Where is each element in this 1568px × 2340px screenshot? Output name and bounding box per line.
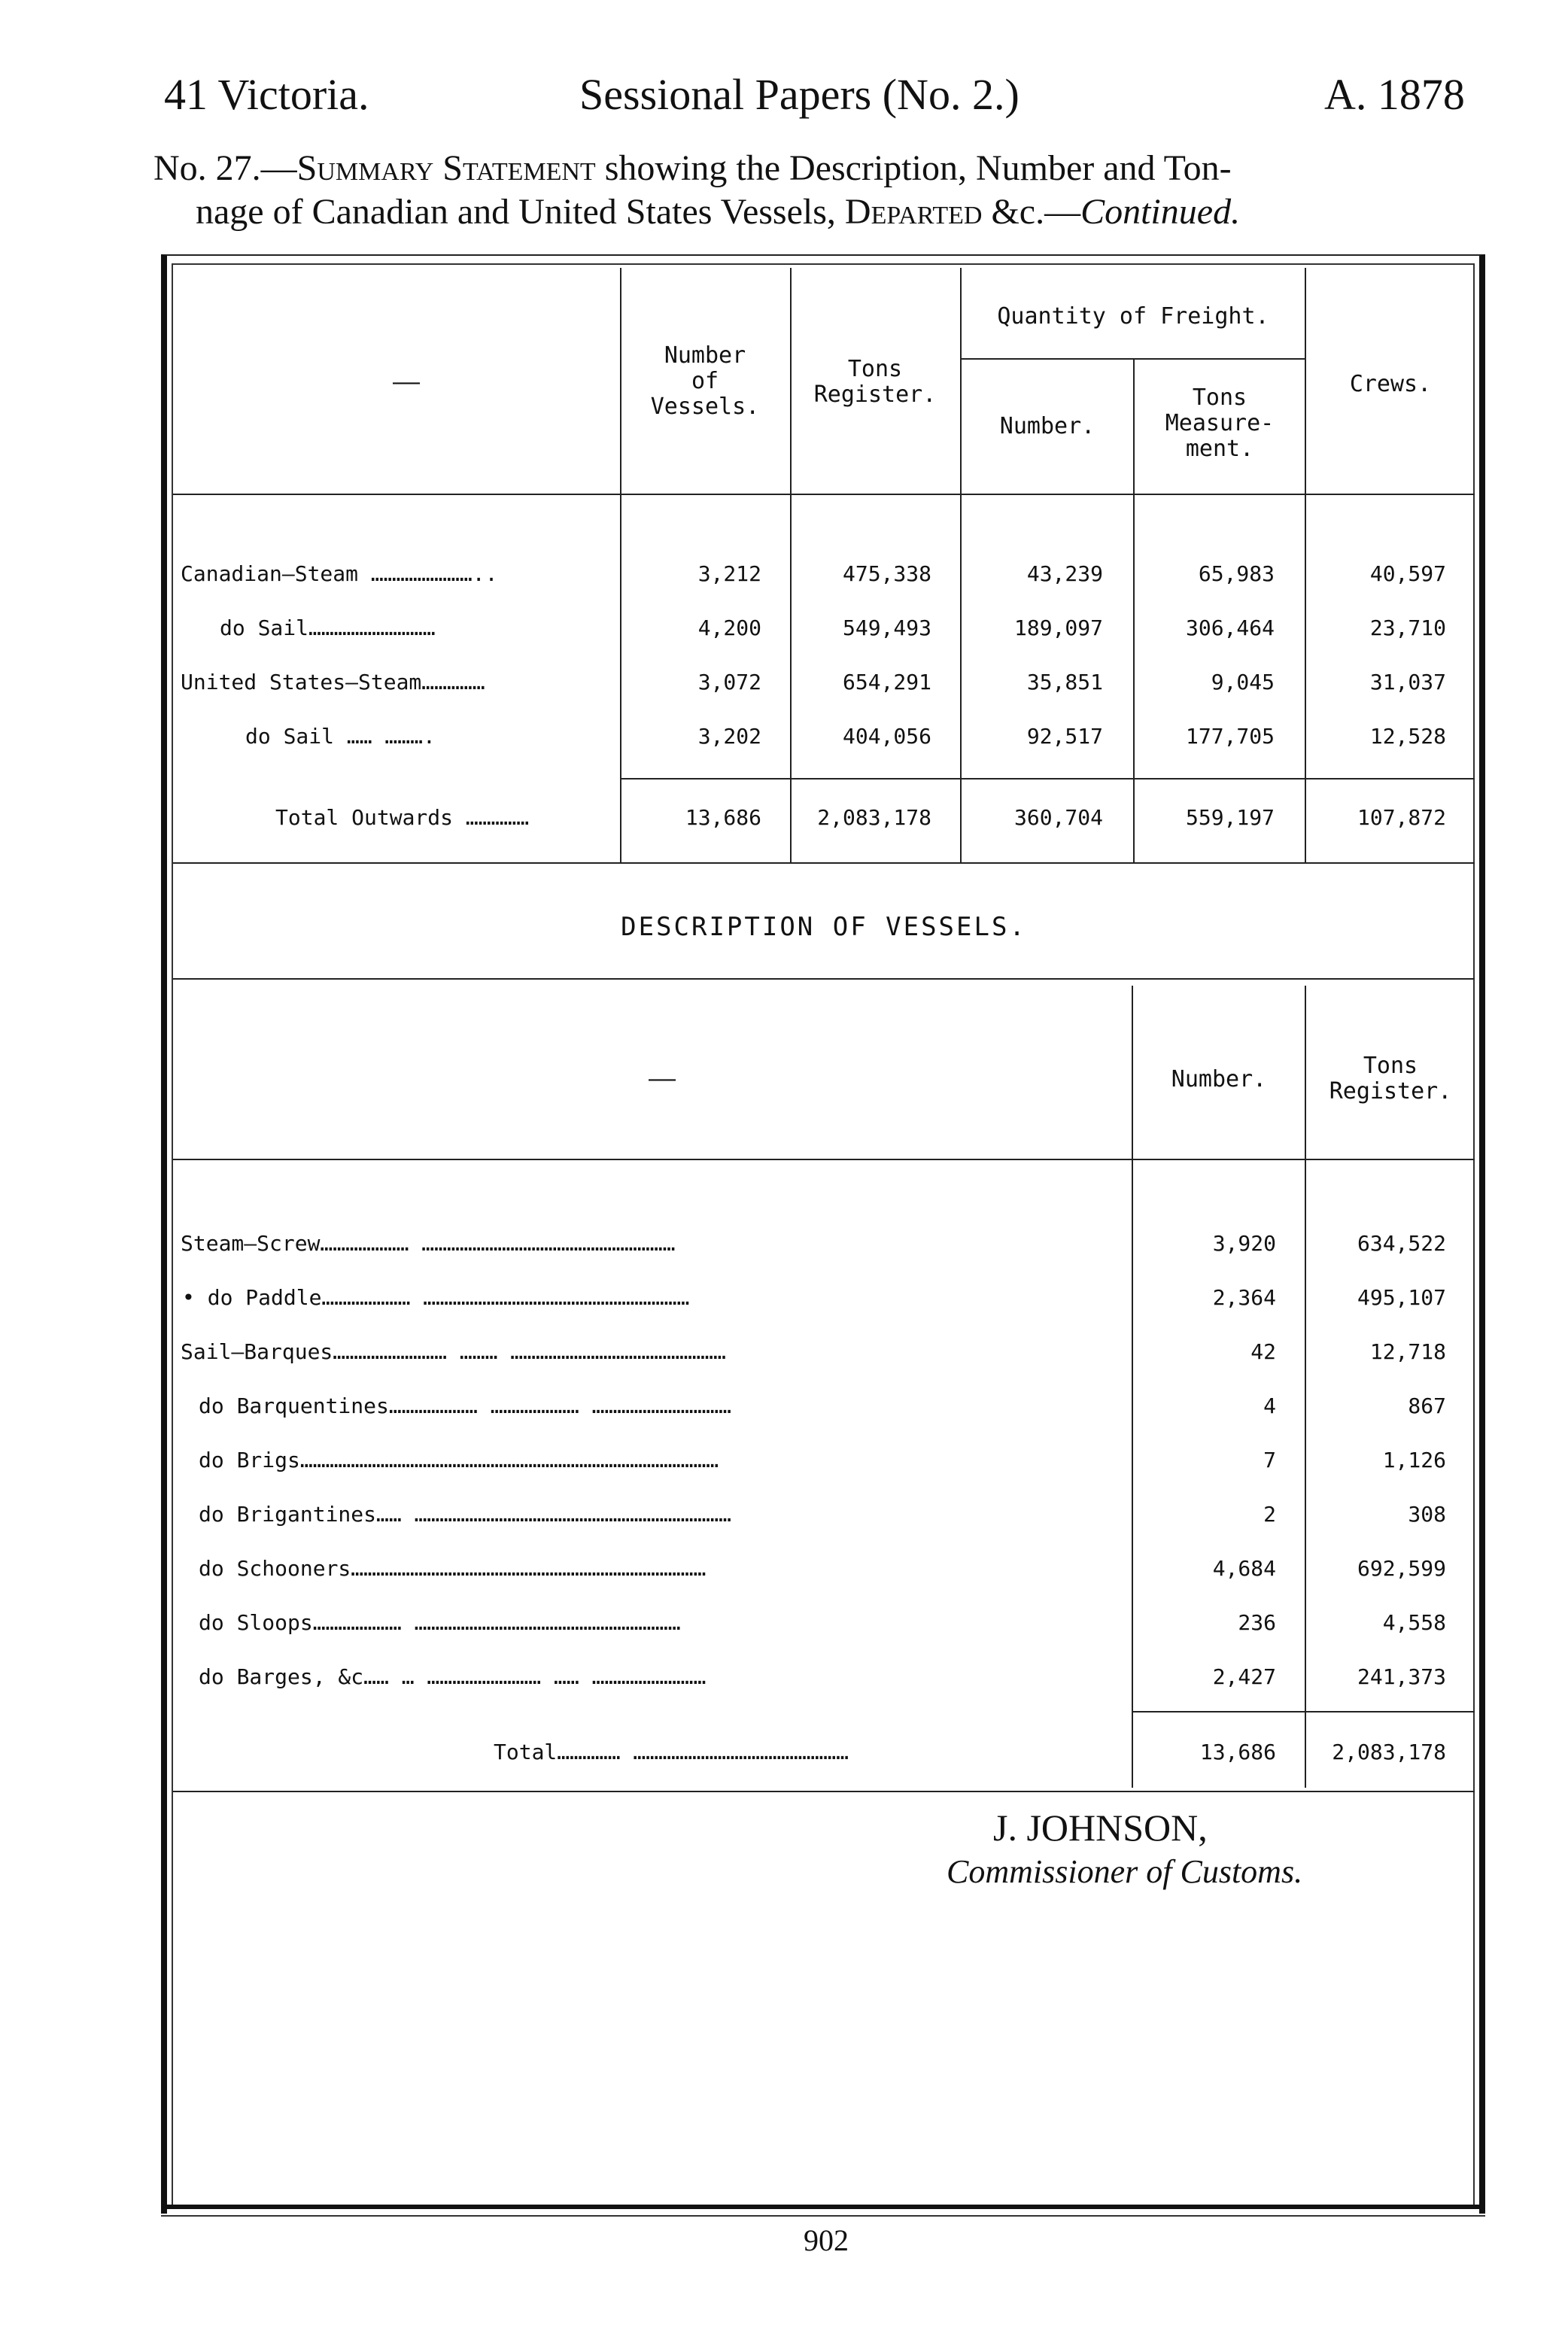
- t1-row-label: United States—Steam……………: [181, 670, 485, 694]
- t2-row-label: do Barges, &c…… … ……………………… …… ………………………: [199, 1664, 707, 1689]
- t1-header-freight-tons: Tons Measure- ment.: [1165, 384, 1275, 462]
- t2-top-rule: [173, 978, 1475, 980]
- t1-cell-vessels: 3,202: [697, 724, 761, 749]
- t2-row-label: do Brigantines…… …………………………………………………………………: [199, 1502, 732, 1527]
- t1-cell-vessels: 3,072: [697, 670, 761, 694]
- t1-cell-freight-tons: 9,045: [1211, 670, 1275, 694]
- t1-cell-freight-tons: 65,983: [1198, 561, 1275, 586]
- title-text-2: nage of Canadian and United States Vessels,: [196, 192, 845, 232]
- title-italic: Continued.: [1080, 192, 1241, 232]
- t1-cell-crews: 23,710: [1369, 615, 1446, 640]
- t2-cell-number: 3,920: [1212, 1231, 1276, 1256]
- t2-row-label: do Sloops………………… ………………………………………………………: [199, 1610, 681, 1635]
- t1-cell-freight-number: 35,851: [1026, 670, 1103, 694]
- t1-cell-crews: 12,528: [1369, 724, 1446, 749]
- running-header-center: Sessional Papers (No. 2.): [579, 70, 1020, 119]
- t2-row-label: Total…………… ……………………………………………: [494, 1740, 849, 1764]
- t1-cell-freight-tons: 306,464: [1185, 615, 1275, 640]
- t2-row-label: do Brigs………………………………………………………………………………………: [199, 1448, 719, 1472]
- title-text-1: showing the Description, Number and Ton-: [595, 148, 1232, 188]
- t1-cell-crews: 40,597: [1369, 561, 1446, 586]
- t2-cell-number: 4: [1263, 1393, 1276, 1418]
- t1-cell-crews: 107,872: [1357, 805, 1446, 830]
- t1-header-number-of-vessels: Number of Vessels.: [650, 342, 760, 420]
- t1-freight-subheader-rule: [960, 358, 1305, 360]
- title-text-3: &c.—: [982, 192, 1081, 232]
- t1-cell-freight-number: 43,239: [1026, 561, 1103, 586]
- t2-bottom-rule: [173, 1791, 1475, 1792]
- t2-cell-tons: 12,718: [1369, 1339, 1446, 1364]
- document-title-line2: [196, 191, 1240, 232]
- t1-cell-crews: 31,037: [1369, 670, 1446, 694]
- t1-cell-freight-number: 360,704: [1013, 805, 1103, 830]
- t1-cell-freight-number: 92,517: [1026, 724, 1103, 749]
- t2-cell-tons: 308: [1408, 1502, 1446, 1527]
- t2-cell-tons: 692,599: [1357, 1556, 1446, 1581]
- t2-header-bottom-rule: [173, 1159, 1475, 1160]
- t1-row-label: do Sail …… ……….: [245, 724, 436, 749]
- t2-header-number: Number.: [1171, 1066, 1267, 1093]
- t2-header-tons-register: Tons Register.: [1329, 1053, 1452, 1105]
- t1-cell-freight-tons: 559,197: [1185, 805, 1275, 830]
- bottom-rule-thin: [161, 2215, 1485, 2217]
- t2-cell-number: 7: [1263, 1448, 1276, 1472]
- t1-cell-vessels: 13,686: [685, 805, 761, 830]
- t1-header-blank: ——: [392, 369, 421, 396]
- title-prefix: No. 27.—: [153, 148, 297, 188]
- t1-header-crews: Crews.: [1349, 371, 1432, 397]
- t1-header-bottom-rule: [173, 494, 1475, 495]
- t2-total-rule: [1132, 1711, 1475, 1712]
- t1-cell-freight-tons: 177,705: [1185, 724, 1275, 749]
- t2-cell-tons: 241,373: [1357, 1664, 1446, 1689]
- t1-cell-tons: 549,493: [842, 615, 931, 640]
- title-small-caps-2: Departed: [844, 192, 983, 232]
- t2-cell-number: 2,427: [1212, 1664, 1276, 1689]
- t2-cell-number: 2,364: [1212, 1285, 1276, 1310]
- t2-row-label: do Barquentines………………… ………………… ……………………………: [199, 1393, 732, 1418]
- t1-cell-tons: 2,083,178: [817, 805, 931, 830]
- t2-cell-number: 4,684: [1212, 1556, 1276, 1581]
- t2-cell-tons: 4,558: [1382, 1610, 1446, 1635]
- t2-cell-number: 42: [1250, 1339, 1276, 1364]
- t2-cell-number: 236: [1238, 1610, 1276, 1635]
- t1-row-label: do Sail…………………………: [220, 615, 436, 640]
- t2-row-label: Steam—Screw………………… ……………………………………………………: [181, 1231, 676, 1256]
- page-number: 902: [804, 2223, 849, 2257]
- t2-row-label: • do Paddle………………… ………………………………………………………: [182, 1285, 690, 1310]
- t2-cell-tons: 634,522: [1357, 1231, 1446, 1256]
- t1-total-rule: [620, 778, 1475, 779]
- document-title-line1: [153, 147, 1232, 189]
- t2-cell-tons: 2,083,178: [1332, 1740, 1446, 1764]
- t2-cell-number: 13,686: [1199, 1740, 1276, 1764]
- t1-bottom-rule: [173, 862, 1475, 864]
- t1-header-tons-register: Tons Register.: [813, 356, 937, 408]
- t2-cell-number: 2: [1263, 1502, 1276, 1527]
- t1-cell-tons: 654,291: [842, 670, 931, 694]
- t1-cell-tons: 475,338: [842, 561, 931, 586]
- t2-cell-tons: 495,107: [1357, 1285, 1446, 1310]
- running-header-right: A. 1878: [1324, 70, 1465, 119]
- t2-cell-tons: 1,126: [1382, 1448, 1446, 1472]
- t2-header-blank: ——: [648, 1066, 676, 1093]
- t2-cell-tons: 867: [1408, 1393, 1446, 1418]
- running-header-left: 41 Victoria.: [164, 70, 369, 119]
- t2-row-label: do Schooners…………………………………………………………………………: [199, 1556, 707, 1581]
- t1-cell-tons: 404,056: [842, 724, 931, 749]
- section-title: DESCRIPTION OF VESSELS.: [621, 912, 1027, 942]
- t1-header-freight-number: Number.: [999, 413, 1095, 439]
- t2-row-label: Sail—Barques……………………… ……… ……………………………………………: [181, 1339, 726, 1364]
- t1-row-label: Total Outwards ……………: [275, 805, 530, 830]
- t1-cell-vessels: 4,200: [697, 615, 761, 640]
- t1-header-quantity-of-freight: Quantity of Freight.: [997, 303, 1269, 330]
- bottom-rule-thick: [161, 2205, 1485, 2209]
- signature-name: J. JOHNSON,: [993, 1807, 1208, 1849]
- t1-cell-vessels: 3,212: [697, 561, 761, 586]
- t1-row-label: Canadian—Steam ……………………..: [181, 561, 498, 586]
- title-small-caps-1: Summary Statement: [296, 148, 596, 188]
- t1-cell-freight-number: 189,097: [1013, 615, 1103, 640]
- signature-title: Commissioner of Customs.: [947, 1853, 1303, 1890]
